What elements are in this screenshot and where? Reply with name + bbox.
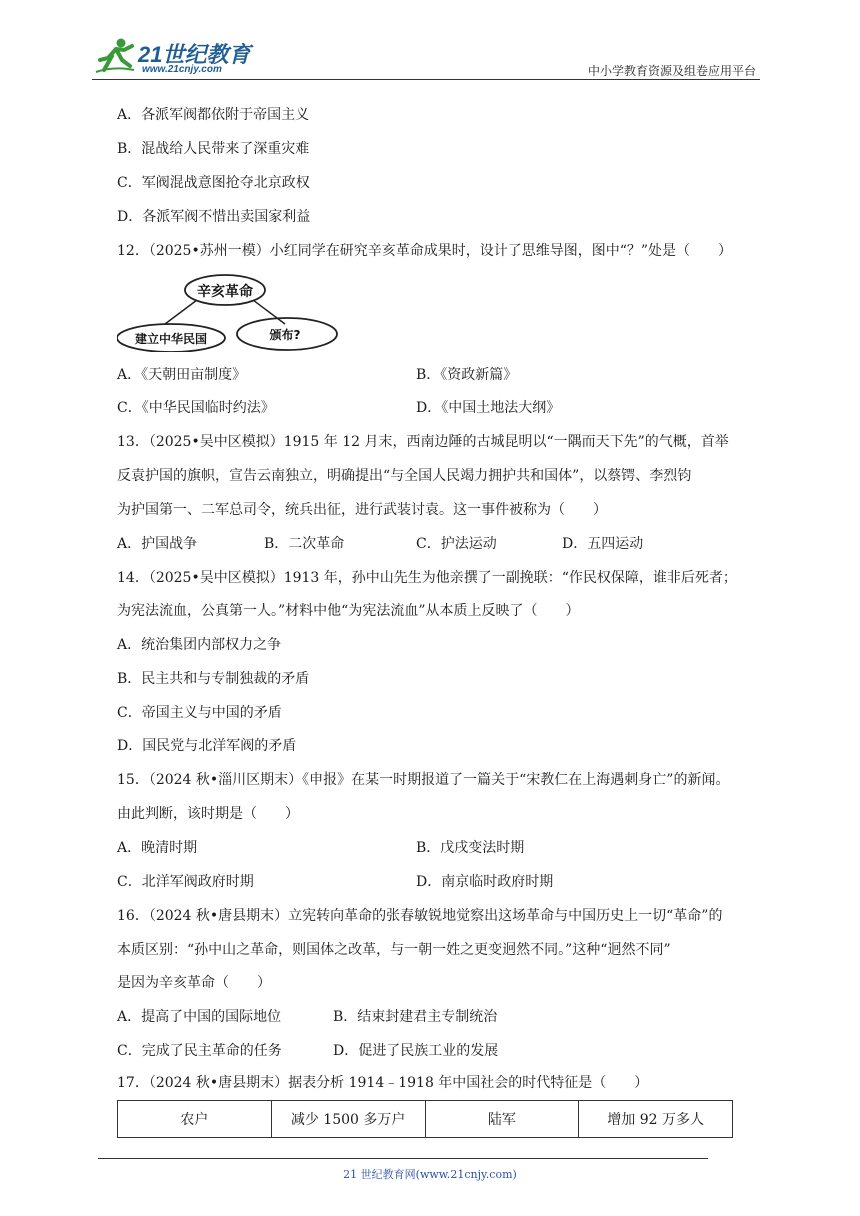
q16-option-d[interactable]: D．促进了民族工业的发展: [333, 1043, 499, 1059]
q12-stem: 12．（2025•苏州一模）小红同学在研究辛亥革命成果时，设计了思维导图，图中“？”处是（ ）: [117, 243, 733, 259]
q15-option-b[interactable]: B．戊戌变法时期: [416, 840, 525, 856]
table-cell: 减少 1500 多万户: [271, 1101, 425, 1138]
q14-option-b[interactable]: B．民主共和与专制独裁的矛盾: [117, 671, 310, 687]
q12-option-d[interactable]: D．《中国土地法大纲》: [416, 400, 561, 416]
q14-stem-line-2: 为宪法流血，公真第一人。”材料中他“为宪法流血”从本质上反映了（ ）: [117, 603, 580, 619]
table-cell: 农户: [118, 1101, 272, 1138]
q13-stem-line-3: 为护国第一、二军总司令，统兵出征，进行武装讨袁。这一事件被称为（ ）: [117, 502, 607, 518]
q16-option-b[interactable]: B．结束封建君主专制统治: [333, 1009, 498, 1025]
q17-data-table: [117, 1100, 733, 1138]
q16-stem-line-3: 是因为辛亥革命（ ）: [117, 975, 271, 991]
q16-option-a[interactable]: A．提高了中国的国际地位: [117, 1009, 282, 1025]
page-header: [92, 34, 760, 80]
q12-option-c[interactable]: C．《中华民国临时约法》: [117, 400, 275, 416]
q11-option-c[interactable]: C．军阀混战意图抢夺北京政权: [117, 175, 310, 191]
footer-link[interactable]: 21 世纪教育网(www.21cnjy.com): [343, 1168, 517, 1181]
q12-mind-map: [117, 266, 339, 352]
site-logo[interactable]: [94, 34, 264, 78]
q13-option-b[interactable]: B．二次革命: [264, 536, 345, 552]
q15-option-c[interactable]: C．北洋军阀政府时期: [117, 874, 254, 890]
mindmap-left-node: 建立中华民国: [134, 332, 208, 346]
q17-stem: 17．（2024 秋•唐县期末）据表分析 1914﹣1918 年中国社会的时代特征是（ ）: [117, 1075, 649, 1091]
q12-option-a[interactable]: A．《天朝田亩制度》: [117, 367, 247, 383]
q13-option-a[interactable]: A．护国战争: [117, 536, 198, 552]
header-divider: [92, 79, 760, 80]
q14-stem-line-1: 14．（2025•吴中区模拟）1913 年，孙中山先生为他亲撰了一副挽联：“作民权保障，谁非后死者；: [117, 570, 737, 586]
q11-option-a[interactable]: A．各派军阀都依附于帝国主义: [117, 107, 310, 123]
logo-wordmark: 21世纪教育: [138, 42, 251, 67]
table-cell: 增加 92 万多人: [579, 1101, 733, 1138]
mindmap-center-node: 辛亥革命: [197, 284, 253, 300]
q13-option-c[interactable]: C．护法运动: [416, 536, 497, 552]
footer-divider: [98, 1158, 708, 1159]
q13-stem-line-2: 反袁护国的旗帜，宣告云南独立，明确提出“与全国人民竭力拥护共和国体”，以蔡锷、李烈钧: [117, 468, 692, 484]
q11-option-b[interactable]: B．混战给人民带来了深重灾难: [117, 141, 310, 157]
q15-stem-line-2: 由此判断，该时期是（ ）: [117, 806, 299, 822]
table-row: [118, 1101, 733, 1138]
q15-option-d[interactable]: D．南京临时政府时期: [416, 874, 554, 890]
q16-stem-line-2: 本质区别：“孙中山之革命，则国体之改革，与一朝一姓之更变迥然不同。”这种“迥然不同”: [117, 942, 671, 958]
q14-option-c[interactable]: C．帝国主义与中国的矛盾: [117, 705, 282, 721]
table-cell: 陆军: [425, 1101, 579, 1138]
logo-url: www.21cnjy.com: [142, 64, 222, 75]
q13-option-d[interactable]: D．五四运动: [562, 536, 644, 552]
q14-option-a[interactable]: A．统治集团内部权力之争: [117, 637, 282, 653]
q11-option-d[interactable]: D．各派军阀不惜出卖国家利益: [117, 209, 311, 225]
q15-option-a[interactable]: A．晚清时期: [117, 840, 198, 856]
runner-logo-icon: [94, 36, 138, 76]
q16-stem-line-1: 16．（2024 秋•唐县期末）立宪转向革命的张春敏锐地觉察出这场革命与中国历史上一切“革命”的: [117, 908, 723, 924]
q12-option-b[interactable]: B．《资政新篇》: [416, 367, 518, 383]
platform-title: 中小学教育资源及组卷应用平台: [587, 64, 756, 78]
q16-option-c[interactable]: C．完成了民主革命的任务: [117, 1043, 282, 1059]
q13-stem-line-1: 13．（2025•吴中区模拟）1915 年 12 月末，西南边陲的古城昆明以“一隅而天下先”的气概，首举: [117, 434, 729, 450]
q15-stem-line-1: 15．（2024 秋•淄川区期末）《申报》在某一时期报道了一篇关于“宋教仁在上海遇刺身亡”的新闻。: [117, 772, 730, 788]
mindmap-right-node: 颁布?: [269, 328, 301, 342]
q14-option-d[interactable]: D．国民党与北洋军阀的矛盾: [117, 738, 297, 754]
